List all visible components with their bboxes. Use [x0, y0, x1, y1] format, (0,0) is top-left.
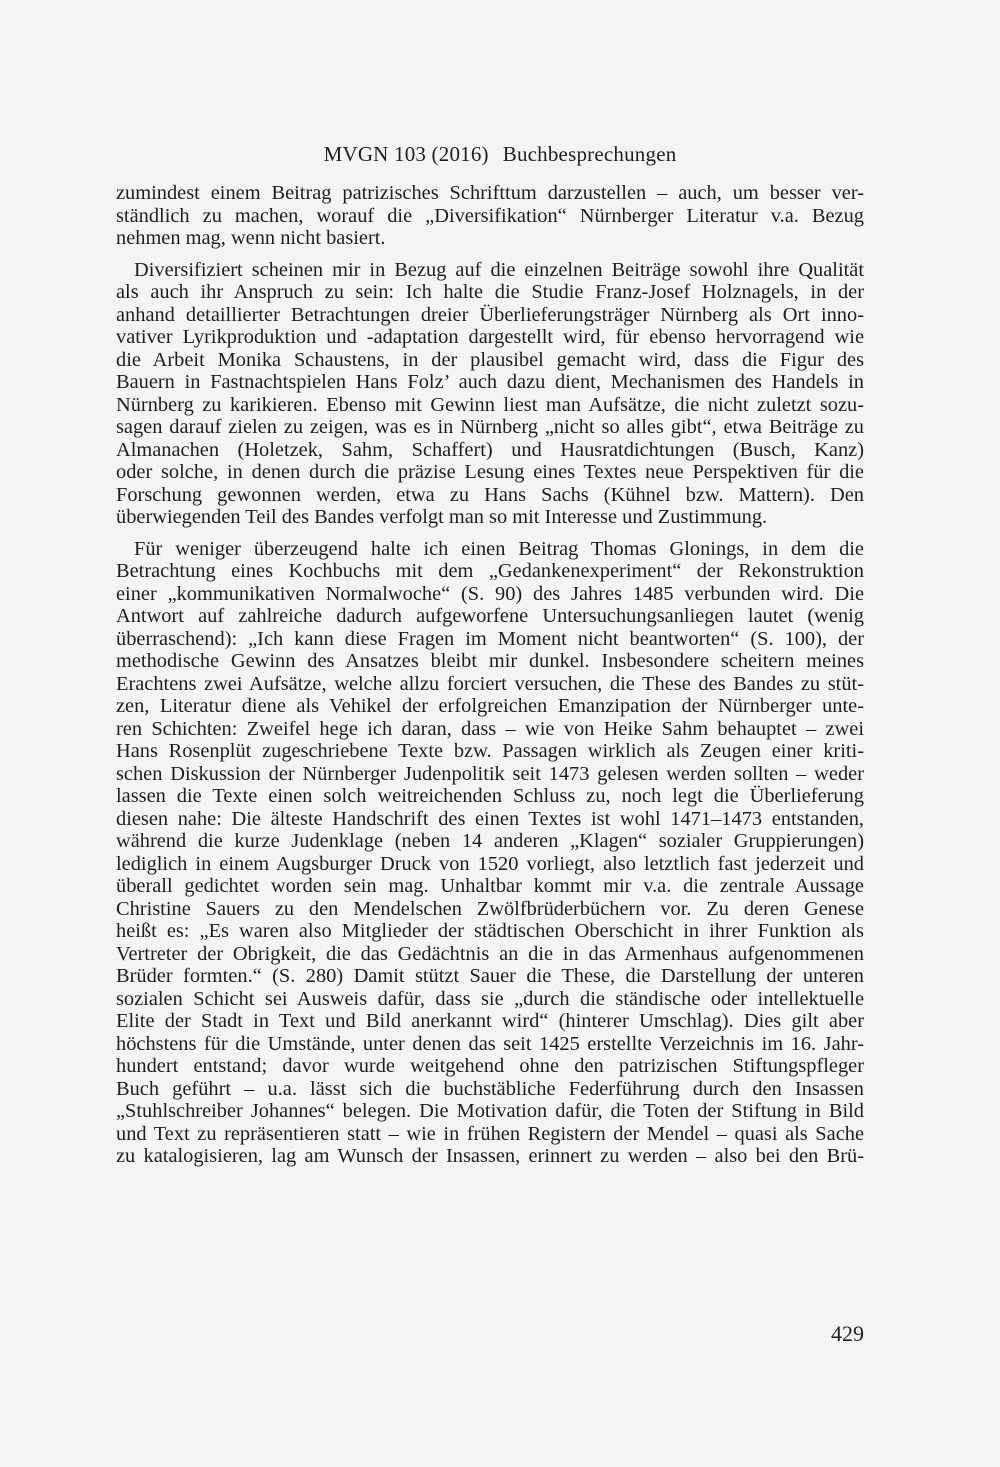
text-line: sozialen Schicht sei Ausweis dafür, dass sie „durch die ständische oder intellektuelle	[116, 987, 864, 1010]
text-line: Christine Sauers zu den Mendelschen Zwölfbrüderbüchern vor. Zu deren Genese	[116, 897, 864, 920]
text-line: Elite der Stadt in Text und Bild anerkannt wird“ (hinterer Umschlag). Dies gilt aber	[116, 1010, 864, 1032]
body-text	[116, 182, 864, 1168]
paragraph-gap	[116, 250, 864, 259]
section-title: Buchbesprechungen	[502, 142, 677, 166]
text-line: Betrachtung eines Kochbuchs mit dem „Gedankenexperiment“ der Rekonstruktion	[116, 560, 864, 582]
text-line: Erachtens zwei Aufsätze, welche allzu forciert versuchen, die These des Bandes zu stüt-	[116, 672, 864, 695]
text-line: überraschend): „Ich kann diese Fragen im Moment nicht beantworten“ (S. 100), der	[116, 627, 864, 650]
text-line: Vertreter der Obrigkeit, die das Gedächtnis an die in das Armenhaus aufgenommenen	[116, 942, 864, 965]
text-line: Brüder formten.“ (S. 280) Damit stützt Sauer die These, die Darstellung der unteren	[116, 965, 864, 987]
text-line: nehmen mag, wenn nicht basiert.	[116, 227, 386, 249]
text-line: Forschung gewonnen werden, etwa zu Hans Sachs (Kühnel bzw. Mattern). Den	[116, 483, 864, 506]
text-line: diesen nahe: Die älteste Handschrift des einen Textes ist wohl 1471–1473 entstanden,	[116, 807, 864, 830]
text-line: methodische Gewinn des Ansatzes bleibt mir dunkel. Insbesondere scheitern meines	[116, 650, 864, 672]
text-line: Nürnberg zu karikieren. Ebenso mit Gewinn liest man Aufsätze, die nicht zuletzt sozu-	[116, 393, 864, 416]
paragraph	[116, 538, 864, 1168]
text-line: sagen darauf zielen zu zeigen, was es in Nürnberg „nicht so alles gibt“, etwa Beiträge zu	[116, 416, 864, 438]
text-line: Diversifiziert scheinen mir in Bezug auf die einzelnen Beiträge sowohl ihre Qualität	[134, 258, 864, 281]
journal-reference: MVGN 103 (2016)	[323, 142, 489, 166]
text-line: „Stuhlschreiber Johannes“ belegen. Die Motivation dafür, die Toten der Stiftung in Bild	[116, 1100, 864, 1122]
text-line: Antwort auf zahlreiche dadurch aufgeworfene Untersuchungsanliegen lautet (wenig	[116, 605, 864, 627]
text-line: überall gedichtet worden sein mag. Unhaltbar kommt mir v.a. die zentrale Aussage	[116, 875, 864, 897]
text-line: Almanachen (Holetzek, Sahm, Schaffert) und Hausratdichtungen (Busch, Kanz)	[116, 438, 864, 461]
page-number: 429	[831, 1321, 864, 1346]
text-line: zumindest einem Beitrag patrizisches Schrifttum darzustellen – auch, um besser ver-	[116, 182, 864, 204]
text-line: und Text zu repräsentieren statt – wie in frühen Registern der Mendel – quasi als Sache	[116, 1122, 864, 1145]
text-line: vativer Lyrikproduktion und -adaptation dargestellt wird, für ebenso hervorragend wie	[116, 326, 864, 348]
paragraph	[116, 182, 864, 250]
text-line: höchstens für die Umstände, unter denen das seit 1425 erstellte Verzeichnis im 16. Jahr-	[116, 1032, 864, 1055]
text-line: anhand detaillierter Betrachtungen dreier Überlieferungsträger Nürnberg als Ort inno-	[116, 303, 864, 326]
text-line: als auch ihr Anspruch zu sein: Ich halte die Studie Franz-Josef Holznagels, in der	[116, 281, 864, 303]
text-line: hundert entstand; davor wurde weitgehend ohne den patrizischen Stiftungspfleger	[116, 1055, 864, 1077]
text-line: lediglich in einem Augsburger Druck von 1520 vorliegt, also letztlich fast jederzeit und	[116, 852, 864, 875]
text-line: die Arbeit Monika Schaustens, in der plausibel gemacht wird, dass die Figur des	[116, 348, 864, 371]
text-line: lassen die Texte einen solch weitreichenden Schluss zu, noch legt die Überlieferung	[116, 785, 864, 807]
text-line: schen Diskussion der Nürnberger Judenpolitik seit 1473 gelesen werden sollten – weder	[116, 762, 864, 785]
text-line: zu katalogisieren, lag am Wunsch der Insassen, erinnert zu werden – also bei den Brü-	[116, 1145, 864, 1167]
text-line: ren Schichten: Zweifel hege ich daran, dass – wie von Heike Sahm behauptet – zwei	[116, 717, 864, 740]
running-header	[0, 140, 1000, 168]
paragraph-gap	[116, 529, 864, 538]
text-line: ständlich zu machen, worauf die „Diversifikation“ Nürnberger Literatur v.a. Bezug	[116, 204, 864, 227]
text-line: Für weniger überzeugend halte ich einen Beitrag Thomas Glonings, in dem die	[134, 537, 864, 560]
text-line: oder solche, in denen durch die präzise Lesung eines Textes neue Perspektiven für die	[116, 461, 864, 483]
paragraph	[116, 259, 864, 529]
text-line: Bauern in Fastnachtspielen Hans Folz’ auch dazu dient, Mechanismen des Handels in	[116, 371, 864, 393]
text-line: Hans Rosenplüt zugeschriebene Texte bzw. Passagen wirklich als Zeugen einer kriti-	[116, 740, 864, 762]
text-line: während die kurze Judenklage (neben 14 anderen „Klagen“ sozialer Gruppierungen)	[116, 830, 864, 852]
text-line: zen, Literatur diene als Vehikel der erfolgreichen Emanzipation der Nürnberger unte-	[116, 695, 864, 717]
text-line: einer „kommunikativen Normalwoche“ (S. 90) des Jahres 1485 verbunden wird. Die	[116, 582, 864, 605]
text-line: überwiegenden Teil des Bandes verfolgt man so mit Interesse und Zustimmung.	[116, 506, 768, 528]
text-line: heißt es: „Es waren also Mitglieder der städtischen Oberschicht in ihrer Funktion als	[116, 920, 864, 942]
text-line: Buch geführt – u.a. lässt sich die buchstäbliche Federführung durch den Insassen	[116, 1077, 864, 1100]
